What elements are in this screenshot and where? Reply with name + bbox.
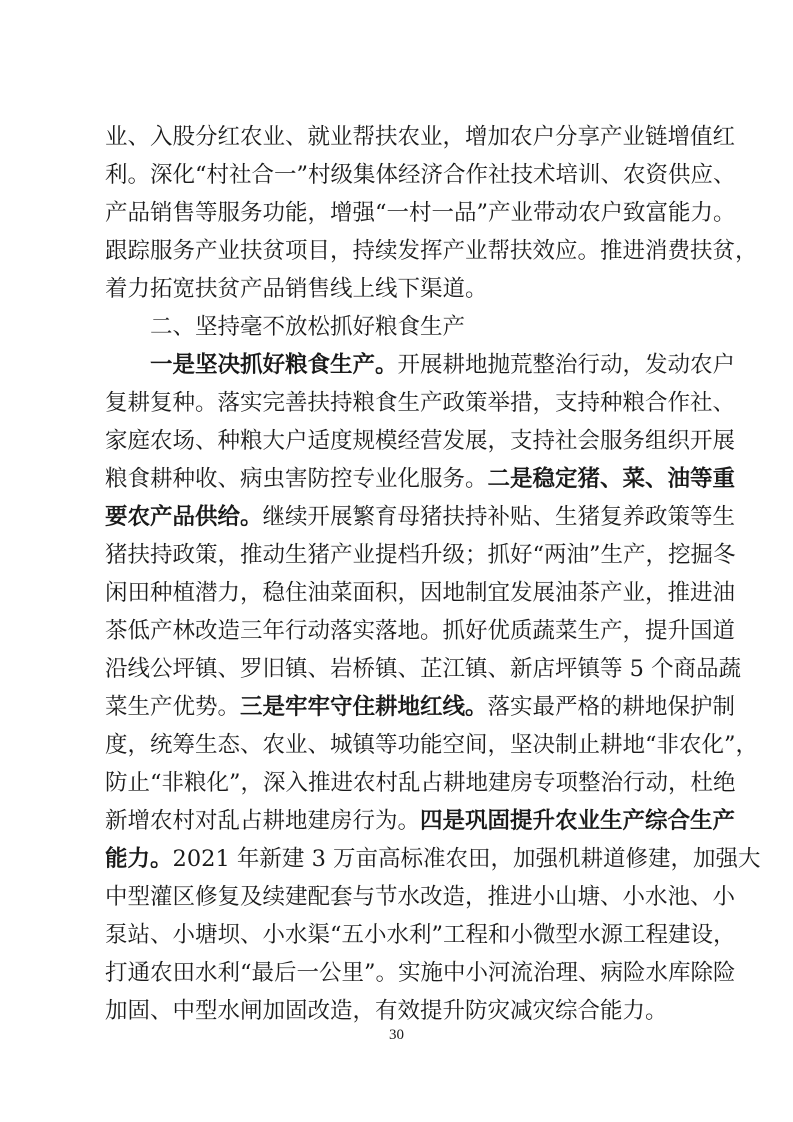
paragraph-line: 复耕复种。落实完善扶持粮食生产政策举措，支持种粮合作社、 <box>105 390 736 416</box>
paragraph-line: 防止“非粮化”，深入推进农村乱占耕地建房专项整治行动，杜绝 <box>105 770 736 796</box>
bold-lead: 能力。 <box>105 846 173 872</box>
paragraph-line: 业、入股分红农业、就业帮扶农业，增加农户分享产业链增值红 <box>105 124 736 150</box>
line-text: 菜生产优势。 <box>105 694 241 720</box>
paragraph-line <box>150 351 736 379</box>
bold-lead: 二是稳定猪、菜、油等重 <box>487 466 736 492</box>
line-text: 继续开展繁育母猪扶持补贴、生猪复养政策等生 <box>262 504 736 530</box>
paragraph-line <box>105 845 761 873</box>
line-text: 2021 年新建 3 万亩高标准农田，加强机耕道修建，加强大 <box>172 846 761 872</box>
paragraph-line: 沿线公坪镇、罗旧镇、岩桥镇、芷江镇、新店坪镇等 5 个商品蔬 <box>105 656 742 682</box>
paragraph-line <box>105 693 736 721</box>
paragraph-line: 产品销售等服务功能，增强“一村一品”产业带动农户致富能力。 <box>105 200 736 226</box>
paragraph-line <box>105 465 736 493</box>
paragraph-line: 泵站、小塘坝、小水渠“五小水利”工程和小微型水源工程建设， <box>105 922 736 948</box>
paragraph-line <box>105 503 736 531</box>
bold-lead: 要农产品供给。 <box>105 504 263 530</box>
paragraph-line: 利。深化“村社合一”村级集体经济合作社技术培训、农资供应、 <box>105 162 736 188</box>
paragraph-line: 猪扶持政策，推动生猪产业提档升级；抓好“两油”生产，挖掘冬 <box>105 542 736 568</box>
paragraph-line: 家庭农场、种粮大户适度规模经营发展，支持社会服务组织开展 <box>105 428 736 454</box>
line-text: 粮食耕种收、病虫害防控专业化服务。 <box>105 466 488 492</box>
line-text: 落实最严格的耕地保护制 <box>487 694 736 720</box>
paragraph-line: 茶低产林改造三年行动落实落地。抓好优质蔬菜生产，提升国道 <box>105 618 736 644</box>
paragraph-line: 跟踪服务产业扶贫项目，持续发挥产业帮扶效应。推进消费扶贫， <box>105 238 758 264</box>
page-number: 30 <box>389 1027 404 1043</box>
paragraph-line: 中型灌区修复及续建配套与节水改造，推进小山塘、小水池、小 <box>105 884 736 910</box>
bold-lead: 一是坚决抓好粮食生产。 <box>150 352 398 378</box>
paragraph-line: 着力拓宽扶贫产品销售线上线下渠道。 <box>105 276 488 302</box>
line-text: 开展耕地抛荒整治行动，发动农户 <box>397 352 736 378</box>
bold-lead: 三是牢牢守住耕地红线。 <box>240 694 488 720</box>
paragraph-line: 打通农田水利“最后一公里”。实施中小河流治理、病险水库除险 <box>105 960 736 986</box>
bold-lead: 四是巩固提升农业生产综合生产 <box>420 808 736 834</box>
section-heading: 二、坚持毫不放松抓好粮食生产 <box>150 314 466 340</box>
line-text: 新增农村对乱占耕地建房行为。 <box>105 808 421 834</box>
paragraph-line: 度，统筹生态、农业、城镇等功能空间，坚决制止耕地“非农化”， <box>105 732 759 758</box>
paragraph-line: 闲田种植潜力，稳住油菜面积，因地制宜发展油茶产业，推进油 <box>105 580 736 606</box>
paragraph-line: 加固、中型水闸加固改造，有效提升防灾减灾综合能力。 <box>105 998 668 1024</box>
paragraph-line <box>105 807 736 835</box>
